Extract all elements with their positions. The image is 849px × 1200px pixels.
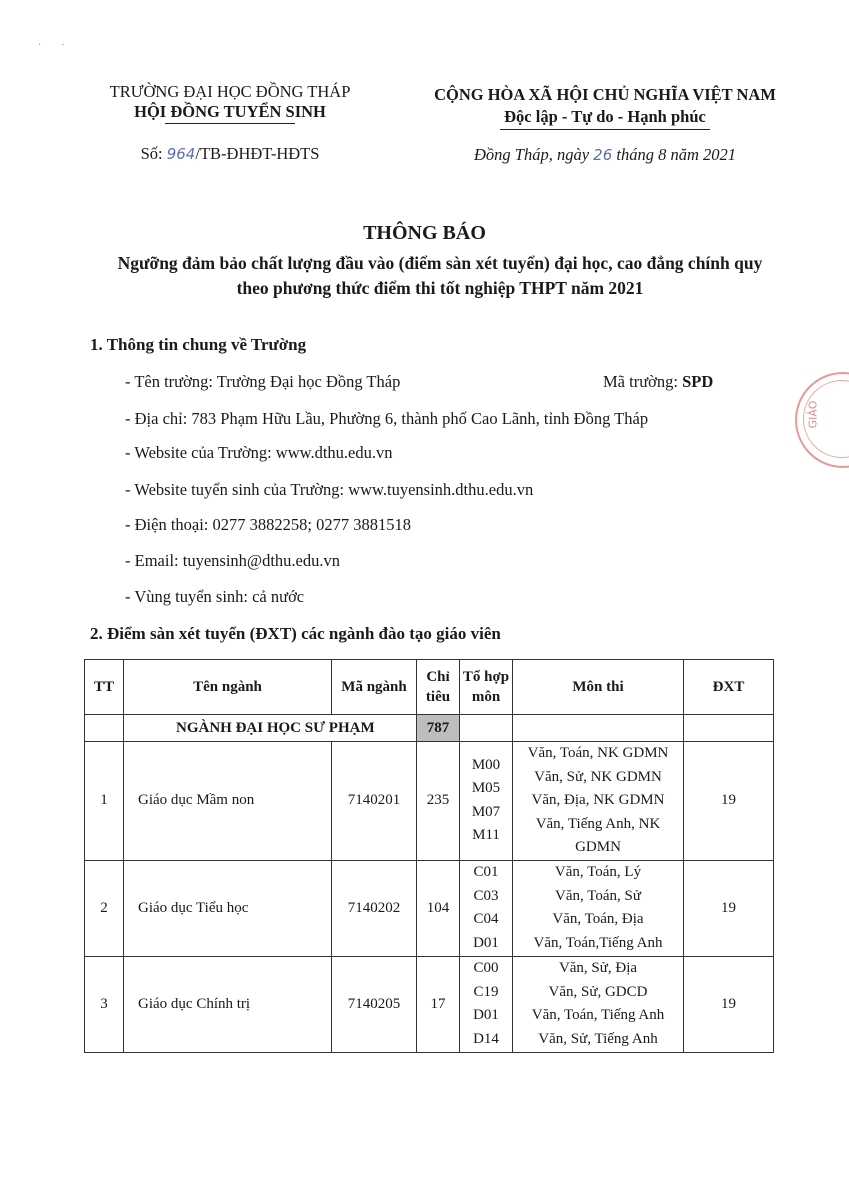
header-left xyxy=(60,82,400,164)
row-subjects: Văn, Sử, Địa Văn, Sử, GDCD Văn, Toán, Tiếng Anh Văn, Sử, Tiếng Anh xyxy=(513,956,684,1052)
info-school-code: Mã trường: SPD xyxy=(603,372,714,391)
handwritten-day: 26 xyxy=(593,146,613,164)
header-score: ĐXT xyxy=(684,660,774,715)
stamp-text: GIÁO xyxy=(806,400,820,429)
row-code: 7140205 xyxy=(332,956,417,1052)
document-number: Số: 964/TB-ĐHĐT-HĐTS xyxy=(140,144,320,163)
row-quota: 104 xyxy=(417,860,460,956)
subtitle-line-2: theo phương thức điểm thi tốt nghiệp THPT năm 2021 xyxy=(236,278,644,298)
council-name: HỘI ĐỒNG TUYỂN SINH xyxy=(134,102,326,121)
row-combos: M00 M05 M07 M11 xyxy=(460,742,513,861)
header-tt: TT xyxy=(85,660,124,715)
info-website: - Website của Trường: www.dthu.edu.vn xyxy=(125,443,393,462)
row-tt: 2 xyxy=(85,860,124,956)
row-score: 19 xyxy=(684,860,774,956)
header-name: Tên ngành xyxy=(124,660,332,715)
group-quota: 787 xyxy=(417,715,460,742)
header-subjects: Môn thi xyxy=(513,660,684,715)
row-quota: 17 xyxy=(417,956,460,1052)
info-phone: - Điện thoại: 0277 3882258; 0277 3881518 xyxy=(125,515,411,534)
document-date: Đồng Tháp, ngày 26 tháng 8 năm 2021 xyxy=(473,145,736,164)
row-tt: 3 xyxy=(85,956,124,1052)
info-school-name: - Tên trường: Trường Đại học Đồng Tháp xyxy=(125,372,401,391)
info-email: - Email: tuyensinh@dthu.edu.vn xyxy=(125,551,340,570)
red-stamp xyxy=(795,372,849,468)
table-row xyxy=(85,742,774,861)
header-quota: Chỉ tiêu xyxy=(417,660,460,715)
handwritten-number: 964 xyxy=(166,145,196,163)
table-group-row xyxy=(85,715,774,742)
subtitle-line-1: Ngưỡng đảm bảo chất lượng đầu vào (điểm sàn xét tuyển) đại học, cao đẳng chính quy xyxy=(117,253,763,273)
section-2-heading: 2. Điểm sàn xét tuyển (ĐXT) các ngành đào tạo giáo viên xyxy=(90,624,501,643)
header-code: Mã ngành xyxy=(332,660,417,715)
info-region: - Vùng tuyển sinh: cả nước xyxy=(125,587,305,606)
header-combo: Tổ hợp môn xyxy=(460,660,513,715)
header-right-underline xyxy=(500,129,710,130)
table-row xyxy=(85,860,774,956)
school-name: TRƯỜNG ĐẠI HỌC ĐỒNG THÁP xyxy=(109,82,351,101)
table-header-row xyxy=(85,660,774,715)
row-score: 19 xyxy=(684,742,774,861)
row-code: 7140201 xyxy=(332,742,417,861)
info-admission-website: - Website tuyển sinh của Trường: www.tuyensinh.dthu.edu.vn xyxy=(125,480,534,499)
group-label: NGÀNH ĐẠI HỌC SƯ PHẠM xyxy=(124,715,417,742)
notice-subtitle xyxy=(40,251,840,301)
row-combos: C00 C19 D01 D14 xyxy=(460,956,513,1052)
republic-title: CỘNG HÒA XÃ HỘI CHỦ NGHĨA VIỆT NAM xyxy=(434,85,776,104)
section-1-heading: 1. Thông tin chung về Trường xyxy=(90,335,307,354)
table-row xyxy=(85,956,774,1052)
row-code: 7140202 xyxy=(332,860,417,956)
header-left-underline xyxy=(165,123,295,124)
row-name: Giáo dục Tiểu học xyxy=(124,860,332,956)
header-right xyxy=(395,84,815,166)
row-subjects: Văn, Toán, Lý Văn, Toán, Sử Văn, Toán, Địa Văn, Toán,Tiếng Anh xyxy=(513,860,684,956)
row-name: Giáo dục Mầm non xyxy=(124,742,332,861)
row-name: Giáo dục Chính trị xyxy=(124,956,332,1052)
info-address: - Địa chỉ: 783 Phạm Hữu Lầu, Phường 6, thành phố Cao Lãnh, tỉnh Đồng Tháp xyxy=(125,409,649,428)
row-quota: 235 xyxy=(417,742,460,861)
row-combos: C01 C03 C04 D01 xyxy=(460,860,513,956)
row-subjects: Văn, Toán, NK GDMN Văn, Sử, NK GDMN Văn, Địa, NK GDMN Văn, Tiếng Anh, NK GDMN xyxy=(513,742,684,861)
row-tt: 1 xyxy=(85,742,124,861)
scan-specks: · · xyxy=(38,40,65,51)
row-score: 19 xyxy=(684,956,774,1052)
motto: Độc lập - Tự do - Hạnh phúc xyxy=(504,107,706,126)
notice-title: THÔNG BÁO xyxy=(363,222,486,244)
admission-score-table xyxy=(84,659,774,1053)
